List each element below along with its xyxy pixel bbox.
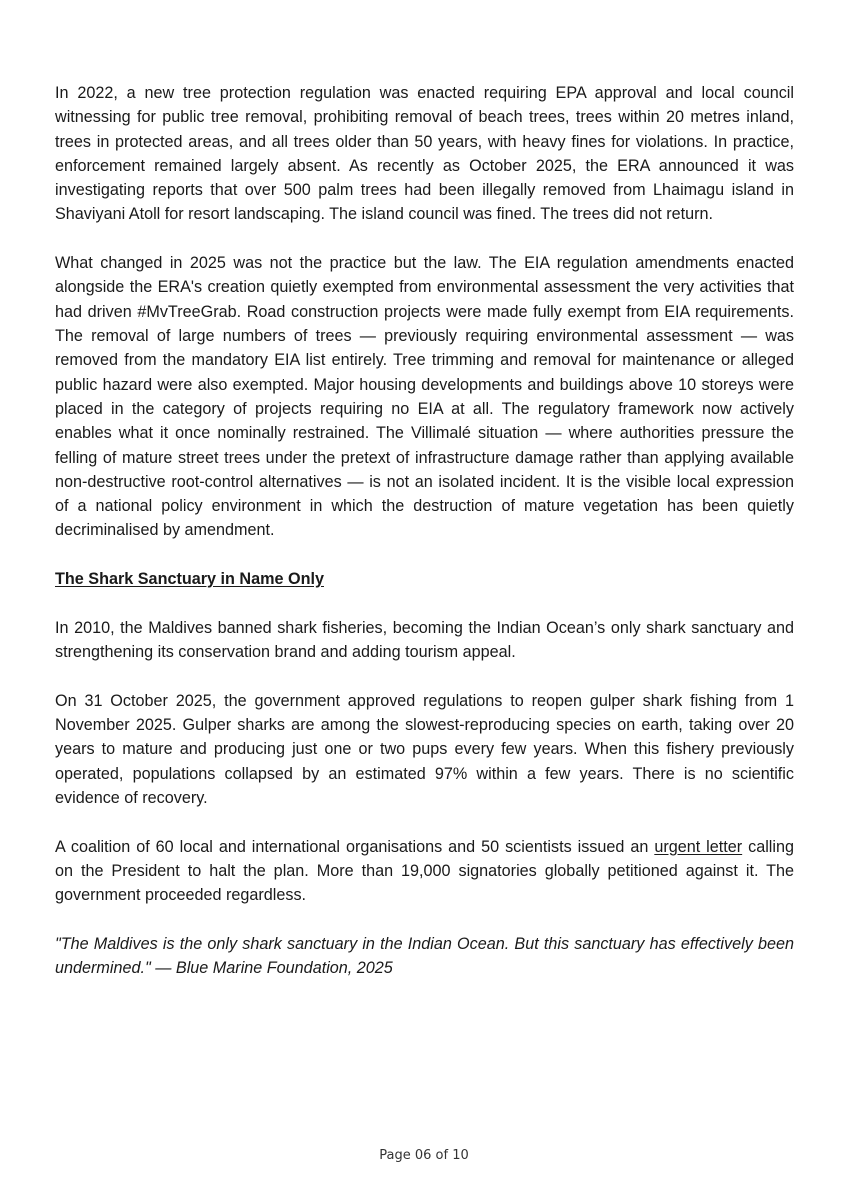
urgent-letter-link[interactable]: urgent letter xyxy=(654,837,743,856)
paragraph-shark-ban-2010: In 2010, the Maldives banned shark fisheries, becoming the Indian Ocean’s only shark sanctuary and strengthening its conservation brand and adding tourism appeal. xyxy=(55,618,794,662)
paragraph-eia-amendments-2025: What changed in 2025 was not the practice but the law. The EIA regulation amendments enacted alongside the ERA's creation quietly exempted from environmental assessment the very activities that had driven #MvTreeGrab. Road construction projects were made fully exempt from EIA requirements. The removal of large numbers of trees — previously requiring environmental assessment — was removed from the mandatory EIA list entirely. Tree trimming and removal for maintenance or alleged public hazard were also exempted. Major housing developments and buildings above 10 storeys were placed in the category of projects requiring no EIA at all. The regulatory framework now actively enables what it once nominally restrained. The Villimalé situation — where authorities pressure the felling of mature street trees under the pretext of infrastructure damage rather than applying available non-destructive root-control alternatives — is not an isolated incident. It is the visible local expression of a national policy environment in which the destruction of mature vegetation has been quietly decriminalised by amendment. xyxy=(55,254,794,540)
paragraph-tree-regulation-2022: In 2022, a new tree protection regulation was enacted requiring EPA approval and local council witnessing for public tree removal, prohibiting removal of beach trees, trees within 20 metres inland, trees in protected areas, and all trees older than 50 years, with heavy fines for violations. In practice, enforcement remained largely absent. As recently as October 2025, the ERA announced it was investigating reports that over 500 palm trees had been illegally removed from Lhaimagu island in Shaviyani Atoll for resort landscaping. The island council was fined. The trees did not return. xyxy=(55,84,794,224)
paragraph-gulper-shark-fishing: On 31 October 2025, the government approved regulations to reopen gulper shark fishing from 1 November 2025. Gulper sharks are among the slowest-reproducing species on earth, taking over 20 years to mature and producing just one or two pups every few years. When this fishery previously operated, populations collapsed by an estimated 97% within a few years. There is no scientific evidence of recovery. xyxy=(55,691,794,807)
blue-marine-quote: "The Maldives is the only shark sanctuary in the Indian Ocean. But this sanctuary has effectively been undermined." — Blue Marine Foundation, 2025 xyxy=(55,934,794,978)
coalition-text-before: A coalition of 60 local and international organisations and 50 scientists issued an xyxy=(55,837,655,856)
paragraph-coalition-letter xyxy=(55,835,794,908)
coalition-text-after: calling on the President to halt the plan. More than 19,000 signatories globally petitioned against it. The government proceeded regardless. xyxy=(55,837,794,905)
section-heading-shark-sanctuary: The Shark Sanctuary in Name Only xyxy=(55,570,324,589)
page-number: Page 06 of 10 xyxy=(379,1148,469,1163)
document-body xyxy=(55,81,794,981)
